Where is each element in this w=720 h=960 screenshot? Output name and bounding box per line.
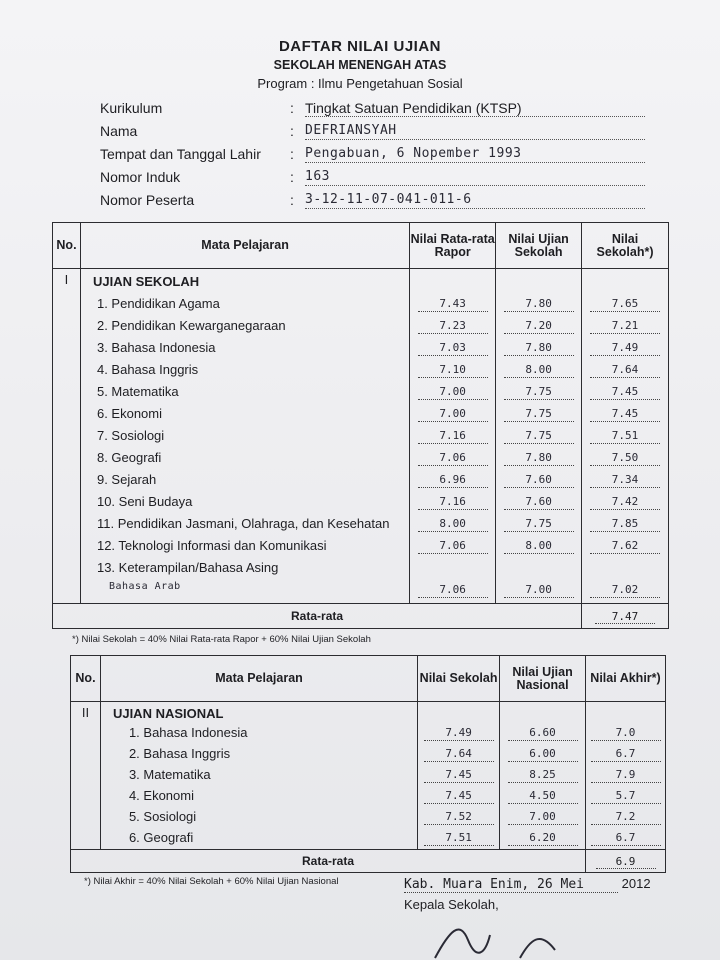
- score-cell: 8.25: [508, 768, 578, 783]
- score-cell: 7.06: [418, 539, 488, 554]
- footnote-school-score: *) Nilai Sekolah = 40% Nilai Rata-rata Rapor + 60% Nilai Ujian Sekolah: [72, 634, 371, 645]
- score-cell: 5.7: [591, 789, 661, 804]
- col-header-subject: Mata Pelajaran: [80, 223, 409, 269]
- school-score-values: [418, 702, 500, 850]
- national-exam-values: [500, 702, 586, 850]
- school-exam-values: [496, 269, 582, 604]
- col-header-no: No.: [53, 223, 81, 269]
- subject-name: 13. Keterampilan/Bahasa Asing: [96, 560, 279, 575]
- score-cell: 6.20: [508, 831, 578, 846]
- identity-row: Nama : DEFRIANSYAH: [100, 121, 680, 144]
- closing-block: [404, 876, 674, 912]
- subject-name: 8. Geografi: [96, 450, 162, 465]
- average-label: Rata-rata: [53, 604, 582, 629]
- score-cell: 7.21: [590, 319, 660, 334]
- birth-place-date-value: Pengabuan, 6 Nopember 1993: [305, 146, 645, 163]
- signature-mark: [430, 910, 570, 960]
- subject-name: 5. Matematika: [96, 384, 179, 399]
- score-cell: 7.64: [590, 363, 660, 378]
- score-cell: 6.60: [508, 726, 578, 741]
- document-title: DAFTAR NILAI UJIAN: [278, 38, 442, 55]
- subject-list: [80, 269, 409, 604]
- score-cell: 7.16: [418, 429, 488, 444]
- col-header-no: No.: [71, 656, 101, 702]
- place-date: Kab. Muara Enim, 26 Mei: [404, 877, 618, 893]
- score-cell: 7.50: [590, 451, 660, 466]
- score-cell: 7.65: [590, 297, 660, 312]
- col-header-school-exam: Nilai Ujian Sekolah: [496, 223, 582, 269]
- col-header-final-score: Nilai Akhir*): [586, 656, 666, 702]
- score-cell: 7.80: [504, 297, 574, 312]
- score-cell: 6.7: [591, 831, 661, 846]
- report-avg-values: [410, 269, 496, 604]
- identity-label: Nama: [100, 123, 138, 139]
- section-number: II: [81, 705, 90, 720]
- final-score-values: [586, 702, 666, 850]
- score-cell: 7.52: [424, 810, 494, 825]
- subject-name: 2. Bahasa Inggris: [128, 746, 231, 761]
- score-cell: 7.00: [418, 407, 488, 422]
- score-cell: 8.00: [418, 517, 488, 532]
- school-exam-table: [52, 222, 669, 629]
- subject-name-handwritten: Bahasa Arab: [108, 581, 181, 592]
- score-cell: 7.75: [504, 385, 574, 400]
- score-cell: 7.00: [504, 583, 574, 598]
- subject-name: 4. Ekonomi: [128, 788, 194, 803]
- subject-name: 4. Bahasa Inggris: [96, 362, 199, 377]
- score-cell: 7.45: [590, 407, 660, 422]
- score-cell: 7.45: [590, 385, 660, 400]
- score-cell: 7.64: [424, 747, 494, 762]
- score-cell: 4.50: [508, 789, 578, 804]
- score-cell: 7.10: [418, 363, 488, 378]
- national-exam-table: [70, 655, 666, 873]
- identity-row: Nomor Induk : 163: [100, 167, 680, 190]
- student-name-value: DEFRIANSYAH: [305, 123, 645, 140]
- subject-name: 1. Bahasa Indonesia: [128, 725, 248, 740]
- score-cell: 7.51: [590, 429, 660, 444]
- score-cell: 7.9: [591, 768, 661, 783]
- score-cell: 7.49: [590, 341, 660, 356]
- score-cell: 6.00: [508, 747, 578, 762]
- identity-row: Nomor Peserta : 3-12-11-07-041-011-6: [100, 190, 680, 213]
- score-cell: 7.60: [504, 473, 574, 488]
- score-cell: 7.2: [591, 810, 661, 825]
- subject-name: 1. Pendidikan Agama: [96, 296, 220, 311]
- score-cell: 7.00: [418, 385, 488, 400]
- score-cell: 7.51: [424, 831, 494, 846]
- identity-row: Tempat dan Tanggal Lahir : Pengabuan, 6 Nopember 1993: [100, 144, 680, 167]
- score-cell: 7.03: [418, 341, 488, 356]
- score-cell: 7.06: [418, 583, 488, 598]
- subject-name: 3. Bahasa Indonesia: [96, 340, 216, 355]
- score-cell: 8.00: [504, 539, 574, 554]
- subject-name: 10. Seni Budaya: [96, 494, 193, 509]
- subject-name: 6. Ekonomi: [96, 406, 163, 421]
- section-title: UJIAN NASIONAL: [112, 706, 224, 721]
- subject-list: [100, 702, 417, 850]
- identity-block: [100, 98, 680, 213]
- score-cell: 7.23: [418, 319, 488, 334]
- participant-number-value: 3-12-11-07-041-011-6: [305, 192, 645, 209]
- average-value: 6.9: [596, 855, 656, 869]
- footnote-final-score: *) Nilai Akhir = 40% Nilai Sekolah + 60% Nilai Ujian Nasional: [84, 876, 339, 887]
- average-value: 7.47: [595, 610, 655, 624]
- identity-label: Kurikulum: [100, 100, 163, 116]
- subject-name: 6. Geografi: [128, 830, 194, 845]
- school-level: SEKOLAH MENENGAH ATAS: [273, 58, 447, 72]
- student-number-value: 163: [305, 169, 645, 186]
- subject-name: 7. Sosiologi: [96, 428, 165, 443]
- score-cell: 7.85: [590, 517, 660, 532]
- score-cell: 7.00: [508, 810, 578, 825]
- col-header-report-avg: Nilai Rata-rata Rapor: [410, 223, 496, 269]
- col-header-school-score: Nilai Sekolah*): [582, 223, 669, 269]
- score-cell: 7.16: [418, 495, 488, 510]
- section-title: UJIAN SEKOLAH: [92, 274, 200, 289]
- identity-label: Tempat dan Tanggal Lahir: [100, 146, 261, 162]
- average-label: Rata-rata: [71, 850, 586, 873]
- subject-name: 2. Pendidikan Kewarganegaraan: [96, 318, 286, 333]
- col-header-school-score: Nilai Sekolah: [418, 656, 500, 702]
- curriculum-value: Tingkat Satuan Pendidikan (KTSP): [305, 100, 645, 117]
- school-score-values: [582, 269, 669, 604]
- score-cell: 6.96: [418, 473, 488, 488]
- subject-name: 11. Pendidikan Jasmani, Olahraga, dan Kesehatan: [96, 516, 390, 531]
- score-cell: 7.75: [504, 407, 574, 422]
- year: 2012: [621, 876, 651, 891]
- score-cell: 7.80: [504, 451, 574, 466]
- principal-role: Kepala Sekolah,: [404, 897, 499, 912]
- score-cell: 7.75: [504, 517, 574, 532]
- subject-name: 9. Sejarah: [96, 472, 157, 487]
- score-cell: 6.7: [591, 747, 661, 762]
- identity-label: Nomor Peserta: [100, 192, 195, 208]
- score-cell: 7.60: [504, 495, 574, 510]
- score-cell: 8.00: [504, 363, 574, 378]
- section-number: I: [64, 272, 69, 287]
- score-cell: 7.45: [424, 789, 494, 804]
- col-header-subject: Mata Pelajaran: [100, 656, 417, 702]
- score-cell: 7.42: [590, 495, 660, 510]
- score-cell: 7.0: [591, 726, 661, 741]
- score-cell: 7.62: [590, 539, 660, 554]
- subject-name: 5. Sosiologi: [128, 809, 197, 824]
- score-cell: 7.75: [504, 429, 574, 444]
- score-cell: 7.45: [424, 768, 494, 783]
- subject-name: 12. Teknologi Informasi dan Komunikasi: [96, 538, 327, 553]
- identity-row: Kurikulum : Tingkat Satuan Pendidikan (KTSP): [100, 98, 680, 121]
- score-cell: 7.43: [418, 297, 488, 312]
- program-line: Program : Ilmu Pengetahuan Sosial: [257, 76, 463, 91]
- score-cell: 7.06: [418, 451, 488, 466]
- identity-label: Nomor Induk: [100, 169, 181, 185]
- score-cell: 7.02: [590, 583, 660, 598]
- score-cell: 7.80: [504, 341, 574, 356]
- score-cell: 7.49: [424, 726, 494, 741]
- score-cell: 7.20: [504, 319, 574, 334]
- score-cell: 7.34: [590, 473, 660, 488]
- subject-name: 3. Matematika: [128, 767, 211, 782]
- col-header-national-exam: Nilai Ujian Nasional: [500, 656, 586, 702]
